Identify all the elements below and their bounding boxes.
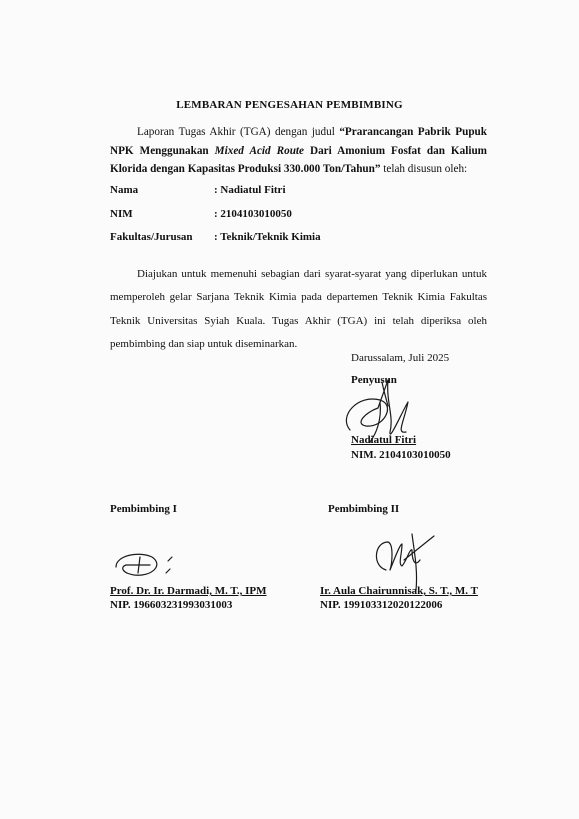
value-name: : Nadiatul Fitri: [214, 184, 286, 196]
author-nim: NIM. 2104103010050: [351, 449, 451, 461]
value-nim: : 2104103010050: [214, 208, 292, 220]
supervisor2-signature: [368, 530, 438, 592]
place-date: Darussalam, Juli 2025: [351, 352, 450, 364]
purpose-text: Diajukan untuk memenuhi sebagian dari syarat-syarat yang diperlukan untuk memperoleh gelar Sarjana Teknik Kimia pada departemen Teknik Kimia Fakultas Teknik Universitas Syiah Kuala. Tugas Akhir (TGA) ini telah diperiksa oleh pembimbing dan siap untuk diseminarkan.: [110, 268, 487, 351]
label-name: Nama: [110, 184, 139, 196]
supervisor2-role: Pembimbing II: [328, 503, 400, 515]
supervisor2-name: Ir. Aula Chairunnisak, S. T., M. T: [320, 585, 478, 597]
supervisor1-name: Prof. Dr. Ir. Darmadi, M. T., IPM: [110, 585, 267, 597]
supervisor1-role: Pembimbing I: [110, 503, 177, 515]
thesis-title-end: Dari Amonium Fosfat dan Kalium Klorida dengan Kapasitas Produksi 330.000 Ton/Tahun”: [110, 144, 487, 175]
thesis-title-start: “Prarancangan Pabrik Pupuk NPK Menggunakan: [110, 126, 487, 157]
supervisor1-nip: NIP. 196603231993031003: [110, 599, 233, 611]
value-faculty: : Teknik/Teknik Kimia: [214, 231, 321, 243]
intro-text-start: Laporan Tugas Akhir (TGA) dengan judul: [137, 126, 340, 138]
label-faculty: Fakultas/Jurusan: [110, 231, 193, 243]
author-name: Nadiatul Fitri: [351, 434, 417, 446]
label-nim: NIM: [110, 208, 133, 220]
author-role: Penyusun: [351, 374, 397, 386]
page-title: LEMBARAN PENGESAHAN PEMBIMBING: [176, 99, 403, 111]
intro-text-end: telah disusun oleh:: [380, 163, 468, 175]
purpose-paragraph: [110, 263, 487, 357]
supervisor1-signature: [112, 545, 182, 585]
supervisor2-nip: NIP. 199103312020122006: [320, 599, 443, 611]
intro-paragraph: [110, 123, 487, 179]
thesis-title-italic: Mixed Acid Route: [214, 144, 304, 157]
